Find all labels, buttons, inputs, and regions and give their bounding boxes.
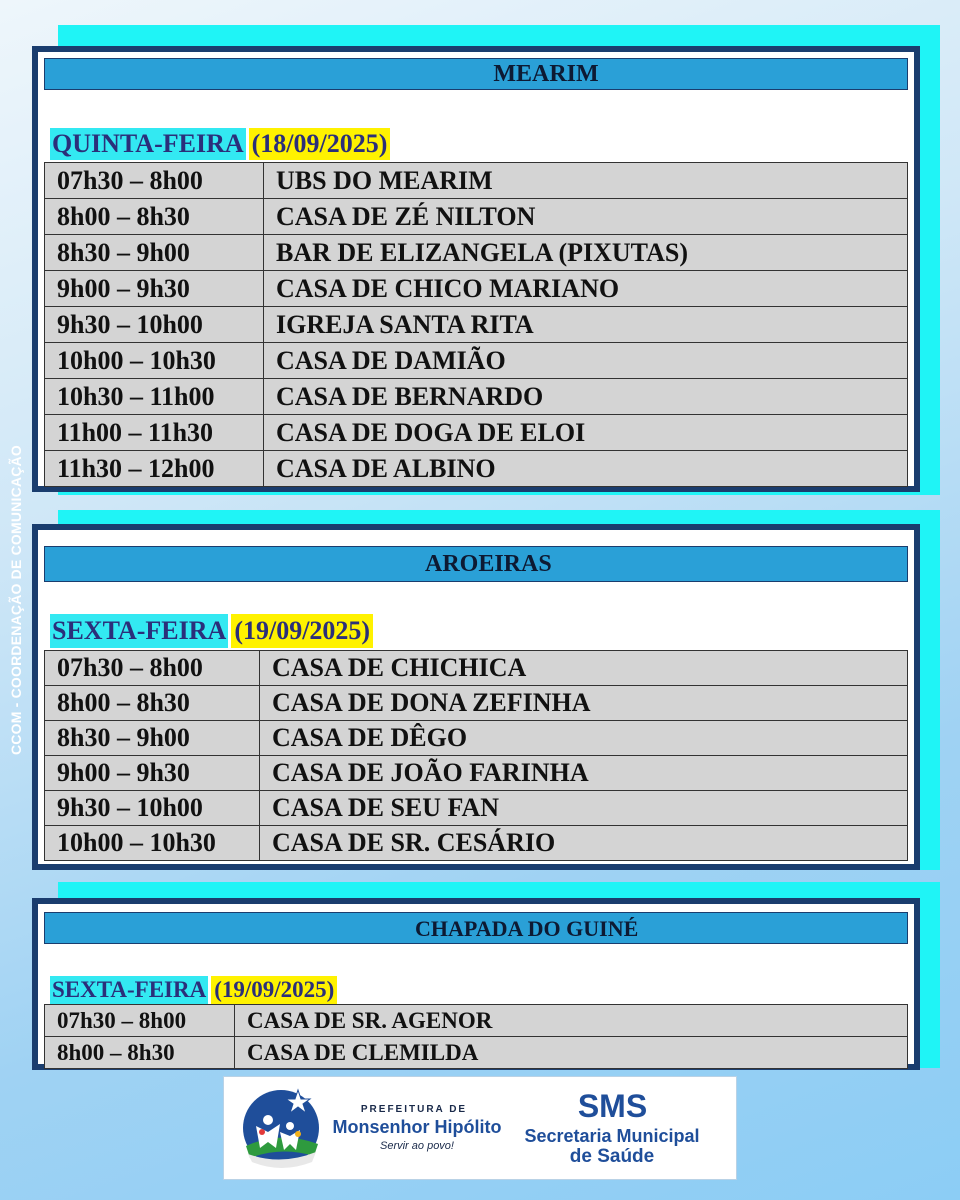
schedule-row	[45, 163, 908, 199]
section-aroeiras-date: (19/09/2025)	[231, 614, 373, 648]
section-chapada-day	[50, 976, 337, 1004]
schedule-row	[45, 343, 908, 379]
schedule-time: 9h00 – 9h30	[45, 756, 260, 791]
schedule-row	[45, 307, 908, 343]
schedule-row	[45, 199, 908, 235]
schedule-time: 8h30 – 9h00	[45, 235, 264, 271]
schedule-row	[45, 451, 908, 487]
schedule-row	[45, 415, 908, 451]
section-chapada-header: CHAPADA DO GUINÉ	[44, 912, 908, 944]
schedule-time: 9h30 – 10h00	[45, 307, 264, 343]
footer-sms-title: SMS	[577, 1088, 648, 1124]
section-aroeiras-day	[50, 614, 373, 648]
schedule-time: 11h00 – 11h30	[45, 415, 264, 451]
schedule-place: CASA DE ALBINO	[264, 451, 908, 487]
schedule-time: 9h30 – 10h00	[45, 791, 260, 826]
schedule-row	[45, 721, 908, 756]
schedule-row	[45, 686, 908, 721]
footer-prefeitura-slogan: Servir ao povo!	[380, 1140, 454, 1152]
side-credit-label: CCOM - COORDENAÇÃO DE COMUNICAÇÃO	[8, 445, 24, 755]
section-aroeiras-header: AROEIRAS	[44, 546, 908, 582]
section-chapada-date: (19/09/2025)	[211, 976, 337, 1004]
schedule-place: CASA DE DÊGO	[260, 721, 908, 756]
schedule-place: CASA DE DAMIÃO	[264, 343, 908, 379]
schedule-place: CASA DE SR. AGENOR	[235, 1005, 908, 1037]
section-mearim-date: (18/09/2025)	[249, 128, 391, 160]
schedule-time: 10h30 – 11h00	[45, 379, 264, 415]
footer-prefeitura-name: Monsenhor Hipólito	[332, 1117, 502, 1137]
schedule-place: BAR DE ELIZANGELA (PIXUTAS)	[264, 235, 908, 271]
section-aroeiras-weekday: SEXTA-FEIRA	[50, 614, 228, 648]
section-mearim-header: MEARIM	[44, 58, 908, 90]
schedule-time: 07h30 – 8h00	[45, 1005, 235, 1037]
schedule-place: CASA DE BERNARDO	[264, 379, 908, 415]
section-aroeiras-table	[44, 650, 908, 861]
schedule-place: CASA DE DOGA DE ELOI	[264, 415, 908, 451]
schedule-place: CASA DE CHICO MARIANO	[264, 271, 908, 307]
schedule-time: 8h00 – 8h30	[45, 1037, 235, 1069]
schedule-time: 8h00 – 8h30	[45, 686, 260, 721]
section-chapada-weekday: SEXTA-FEIRA	[52, 977, 207, 1002]
schedule-row	[45, 271, 908, 307]
municipal-logo-icon	[238, 1082, 324, 1174]
schedule-time: 11h30 – 12h00	[45, 451, 264, 487]
schedule-time: 8h00 – 8h30	[45, 199, 264, 235]
footer-sms-line1: Secretaria Municipal	[524, 1126, 700, 1146]
section-mearim-panel	[32, 46, 920, 492]
schedule-place: CASA DE DONA ZEFINHA	[260, 686, 908, 721]
schedule-time: 07h30 – 8h00	[45, 651, 260, 686]
section-aroeiras-panel	[32, 524, 920, 870]
schedule-time: 9h00 – 9h30	[45, 271, 264, 307]
schedule-row	[45, 379, 908, 415]
schedule-row	[45, 756, 908, 791]
schedule-place: CASA DE SEU FAN	[260, 791, 908, 826]
schedule-row	[45, 651, 908, 686]
footer-sms-line2: de Saúde	[569, 1146, 655, 1167]
schedule-place: CASA DE ZÉ NILTON	[264, 199, 908, 235]
section-mearim-day	[50, 128, 390, 160]
section-chapada-panel	[32, 898, 920, 1070]
section-chapada-table	[44, 1004, 908, 1069]
schedule-row	[45, 1005, 908, 1037]
schedule-row	[45, 791, 908, 826]
schedule-place: CASA DE JOÃO FARINHA	[260, 756, 908, 791]
schedule-place: UBS DO MEARIM	[264, 163, 908, 199]
schedule-row	[45, 235, 908, 271]
schedule-time: 8h30 – 9h00	[45, 721, 260, 756]
footer-prefeitura-small: PREFEITURA DE	[360, 1104, 468, 1115]
schedule-time: 10h00 – 10h30	[45, 343, 264, 379]
section-mearim-table	[44, 162, 908, 487]
schedule-place: CASA DE CHICHICA	[260, 651, 908, 686]
schedule-place: CASA DE CLEMILDA	[235, 1037, 908, 1069]
section-mearim-weekday: QUINTA-FEIRA	[52, 129, 244, 158]
schedule-row	[45, 1037, 908, 1069]
schedule-time: 10h00 – 10h30	[45, 826, 260, 861]
schedule-row	[45, 826, 908, 861]
schedule-time: 07h30 – 8h00	[45, 163, 264, 199]
schedule-place: IGREJA SANTA RITA	[264, 307, 908, 343]
schedule-place: CASA DE SR. CESÁRIO	[260, 826, 908, 861]
